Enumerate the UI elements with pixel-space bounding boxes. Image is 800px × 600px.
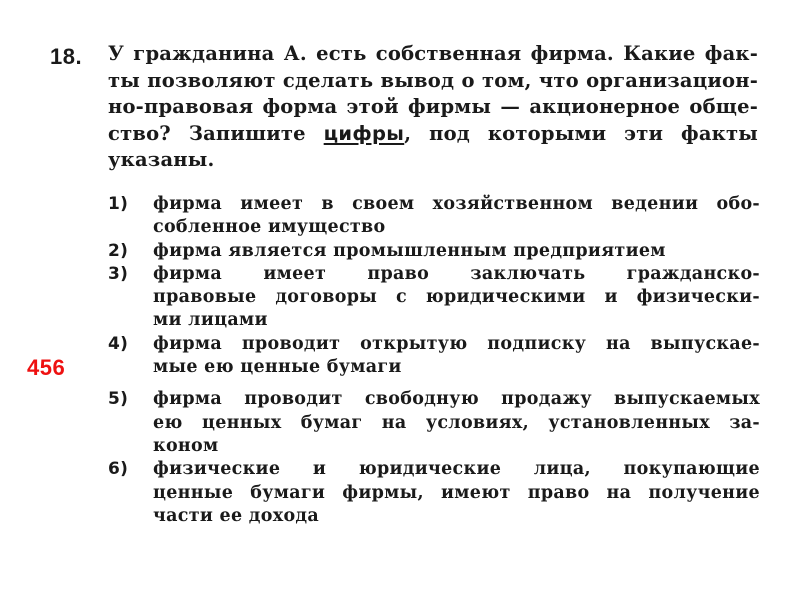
emphasized-word: цифры [323, 121, 405, 145]
question-line: но-правовая форма этой фирмы — акционерное обще- [108, 95, 758, 119]
question-fragment: , под которыми эти факты [404, 121, 758, 145]
option-line: правовые договоры с юридическими и физически- [153, 287, 760, 308]
option-line: собленное имущество [153, 217, 386, 238]
option-line: ею ценных бумаг на условиях, установленных за- [153, 412, 760, 433]
option-line: фирма имеет в своем хозяйственном ведении обо- [153, 194, 760, 214]
question-line [108, 121, 758, 148]
option-4 [108, 333, 760, 380]
option-line: части ее дохода [153, 505, 320, 526]
option-number: 3) [108, 263, 129, 284]
option-number: 2) [108, 240, 129, 261]
option-1 [108, 193, 760, 240]
option-line: ценные бумаги фирмы, имеют право на получение [153, 482, 760, 503]
option-3 [108, 263, 760, 333]
option-number: 6) [108, 459, 129, 480]
option-2 [108, 240, 760, 263]
option-line: ми лицами [153, 310, 268, 331]
option-number: 1) [108, 194, 129, 214]
option-5 [108, 388, 760, 458]
option-line: фирма является промышленным предприятием [153, 240, 666, 261]
answer-annotation: 456 [27, 355, 66, 380]
question-text [108, 41, 758, 174]
answer-options-list [108, 193, 760, 528]
option-line: коном [153, 435, 219, 456]
question-fragment: ство? Запишите [108, 121, 324, 145]
question-line: У гражданина А. есть собственная фирма. Какие фак- [108, 42, 758, 65]
option-number: 5) [108, 389, 129, 410]
option-6 [108, 458, 760, 528]
option-line: мые ею ценные бумаги [153, 357, 402, 378]
option-line: фирма проводит открытую подписку на выпускае- [153, 333, 760, 354]
question-line: ты позволяют сделать вывод о том, что организацион- [108, 68, 758, 92]
question-line: указаны. [108, 148, 215, 172]
option-line: физические и юридические лица, покупающие [153, 459, 760, 480]
task-number: 18. [50, 44, 83, 69]
option-line: фирма имеет право заключать гражданско- [153, 263, 760, 284]
option-number: 4) [108, 333, 129, 354]
option-line: фирма проводит свободную продажу выпускаемых [153, 389, 760, 410]
